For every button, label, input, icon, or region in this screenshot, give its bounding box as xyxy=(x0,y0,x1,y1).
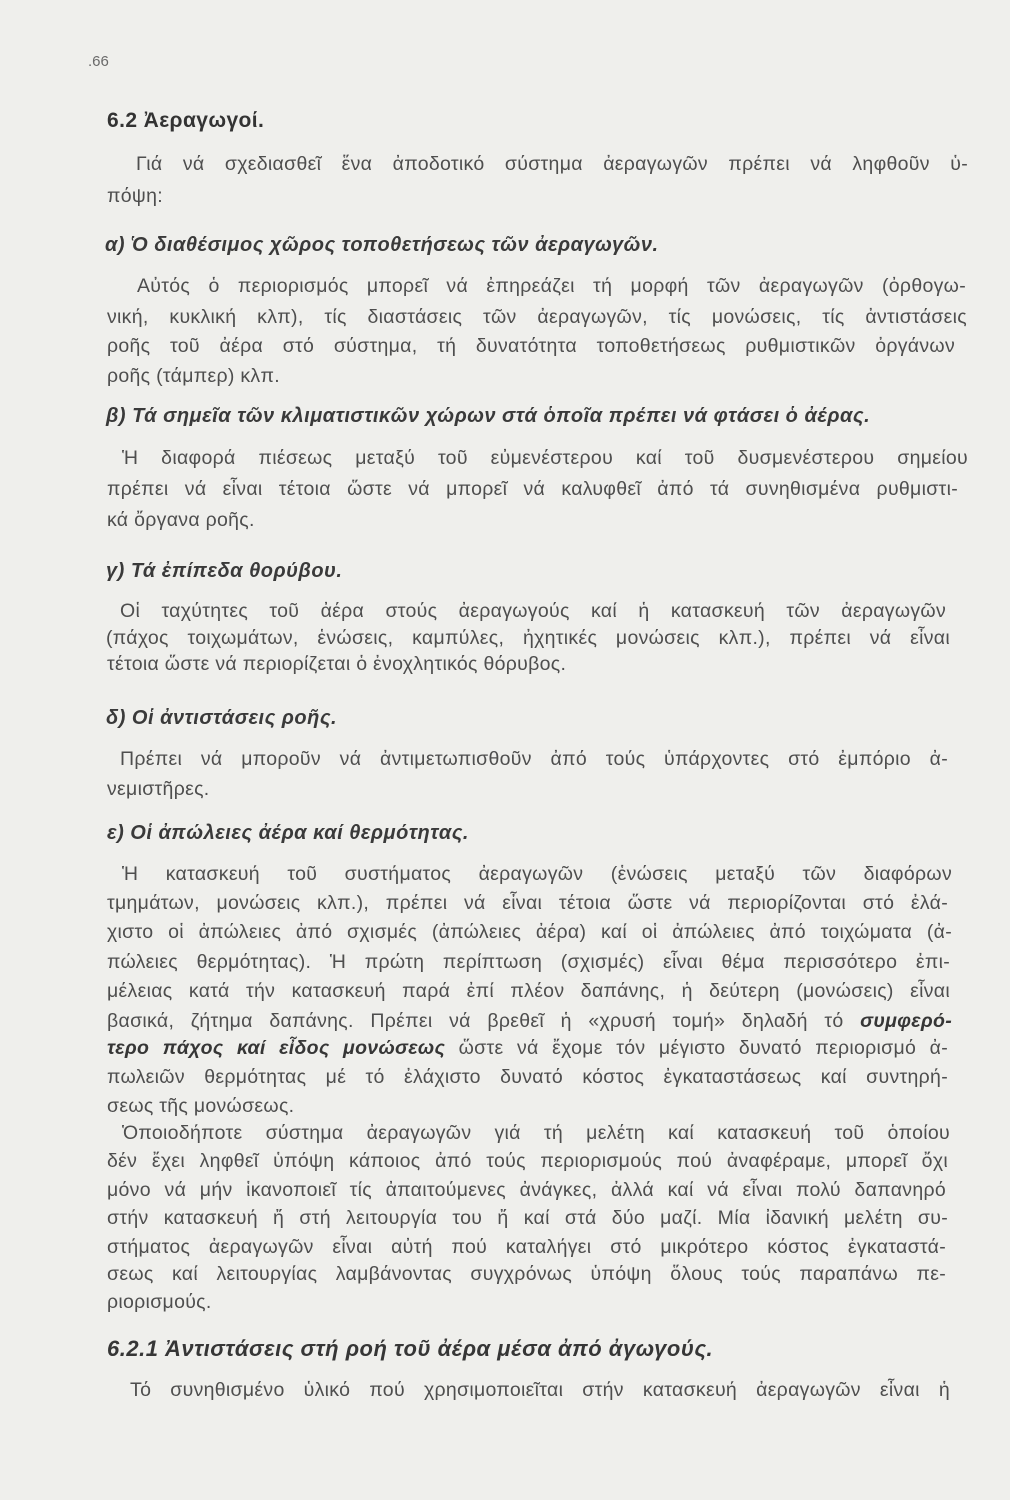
section-heading: 6.2 Ἀεραγωγοί. xyxy=(107,109,265,132)
item-e-line: πώλειες θερμότητας). Ἡ πρώτη περίπτωση (σχισμές) εἶναι θέμα περισσότερο ἐπι- xyxy=(107,951,950,973)
item-e-line: χιστο οἱ ἀπώλειες ἀπό σχισμές (ἀπώλειες ἀέρα) καί οἱ ἀπώλειες ἀπό τοιχώματα (ἀ- xyxy=(107,921,952,943)
subsection-line: Τό συνηθισμένο ὑλικό πού χρησιμοποιεῖται στήν κατασκευή ἀεραγωγῶν εἶναι ἡ xyxy=(130,1379,950,1401)
item-c-line: Οἱ ταχύτητες τοῦ ἀέρα στούς ἀεραγωγούς καί ἡ κατασκευή τῶν ἀεραγωγῶν xyxy=(120,600,946,622)
line-text: βασικά, ζήτημα δαπάνης. Πρέπει νά βρεθεῖ ἡ «χρυσή τομή» δηλαδή τό xyxy=(107,1010,861,1032)
item-c-line: (πάχος τοιχωμάτων, ἑνώσεις, καμπύλες, ἠχητικές μονώσεις κλπ.), πρέπει νά εἶναι xyxy=(106,627,950,649)
intro-line: πόψη: xyxy=(107,185,163,207)
item-e-line: μέλειας κατά τήν κατασκευή παρά ἐπί πλέον δαπάνης, ἡ δεύτερη (μονώσεις) εἶναι xyxy=(107,980,950,1002)
item-b-line: πρέπει νά εἶναι τέτοια ὥστε νά μπορεῖ νά καλυφθεῖ ἀπό τά συνηθισμένα ρυθμιστι- xyxy=(107,478,958,500)
intro-line: Γιά νά σχεδιασθεῖ ἕνα ἀποδοτικό σύστημα ἀεραγωγῶν πρέπει νά ληφθοῦν ὑ- xyxy=(136,153,968,175)
item-e-line: Ἡ κατασκευή τοῦ συστήματος ἀεραγωγῶν (ἑνώσεις μεταξύ τῶν διαφόρων xyxy=(122,863,952,885)
item-e-line: σεως τῆς μονώσεως. xyxy=(107,1095,295,1117)
item-b-line: Ἡ διαφορά πιέσεως μεταξύ τοῦ εὐμενέστερου καί τοῦ δυσμενέστερου σημείου xyxy=(122,447,968,469)
emphasis-text: τερο πάχος καί εἶδος μονώσεως xyxy=(107,1037,446,1059)
item-e-line: μόνο νά μήν ἱκανοποιεῖ τίς ἀπαιτούμενες ἀνάγκες, ἀλλά καί νά εἶναι πολύ δαπανηρό xyxy=(107,1179,946,1201)
item-b-line: κά ὄργανα ροῆς. xyxy=(107,509,255,531)
item-a-line: Αὐτός ὁ περιορισμός μπορεῖ νά ἐπηρεάζει τή μορφή τῶν ἀεραγωγῶν (ὀρθογω- xyxy=(137,275,966,297)
item-a-line: ροῆς (τάμπερ) κλπ. xyxy=(107,365,280,387)
item-d-line: Πρέπει νά μποροῦν νά ἀντιμετωπισθοῦν ἀπό τούς ὑπάρχοντες στό ἐμπόριο ἀ- xyxy=(120,748,948,770)
emphasis-text: συμφερό- xyxy=(860,1010,952,1032)
item-e-line: σεως καί λειτουργίας λαμβάνοντας συγχρόνως ὑπόψη ὅλους τούς παραπάνω πε- xyxy=(107,1263,946,1285)
item-b-heading: β) Τά σημεῖα τῶν κλιματιστικῶν χώρων στά ὁποῖα πρέπει νά φτάσει ὁ ἀέρας. xyxy=(106,405,871,427)
item-d-heading: δ) Οἱ ἀντιστάσεις ροῆς. xyxy=(106,707,338,729)
item-c-line: τέτοια ὥστε νά περιορίζεται ὁ ἐνοχλητικός θόρυβος. xyxy=(107,653,567,675)
item-e-heading: ε) Οἱ ἀπώλειες ἀέρα καί θερμότητας. xyxy=(107,822,469,844)
item-e-line: τμημάτων, μονώσεις κλπ.), πρέπει νά εἶναι τέτοια ὥστε νά περιορίζονται στό ἐλά- xyxy=(107,892,948,914)
item-e-line: στήν κατασκευή ἤ στή λειτουργία του ἤ καί στά δύο μαζί. Μία ἰδανική μελέτη συ- xyxy=(107,1207,948,1229)
item-e-line: Ὁποιοδήποτε σύστημα ἀεραγωγῶν γιά τή μελέτη καί κατασκευή τοῦ ὁποίου xyxy=(122,1122,950,1144)
item-e-line xyxy=(107,1009,952,1033)
item-a-heading: α) Ὁ διαθέσιμος χῶρος τοποθετήσεως τῶν ἀεραγωγῶν. xyxy=(105,234,659,256)
item-a-line: νική, κυκλική κλπ), τίς διαστάσεις τῶν ἀεραγωγῶν, τίς μονώσεις, τίς ἀντιστάσεις xyxy=(107,306,967,328)
item-d-line: νεμιστῆρες. xyxy=(107,778,210,800)
item-c-heading: γ) Τά ἐπίπεδα θορύβου. xyxy=(106,560,343,582)
item-e-line: πωλειῶν θερμότητας μέ τό ἐλάχιστο δυνατό κόστος ἐγκαταστάσεως καί συντηρή- xyxy=(107,1066,948,1088)
page-number: .66 xyxy=(88,53,109,70)
item-e-line: ριορισμούς. xyxy=(107,1291,212,1313)
item-a-line: ροῆς τοῦ ἀέρα στό σύστημα, τή δυνατότητα τοποθετήσεως ρυθμιστικῶν ὀργάνων xyxy=(107,335,955,357)
subsection-heading: 6.2.1 Ἀντιστάσεις στή ροή τοῦ ἀέρα μέσα ἀπό ἀγωγούς. xyxy=(107,1336,714,1361)
item-e-line: στήματος ἀεραγωγῶν εἶναι αὐτή πού καταλήγει στό μικρότερο κόστος ἐγκαταστά- xyxy=(107,1236,946,1258)
item-e-line xyxy=(107,1036,948,1060)
item-e-line: δέν ἔχει ληφθεῖ ὑπόψη κάποιος ἀπό τούς περιορισμούς πού ἀναφέραμε, μπορεῖ ὄχι xyxy=(107,1150,948,1172)
line-text: ὥστε νά ἔχομε τόν μέγιστο δυνατό περιορισμό ἀ- xyxy=(445,1037,948,1059)
